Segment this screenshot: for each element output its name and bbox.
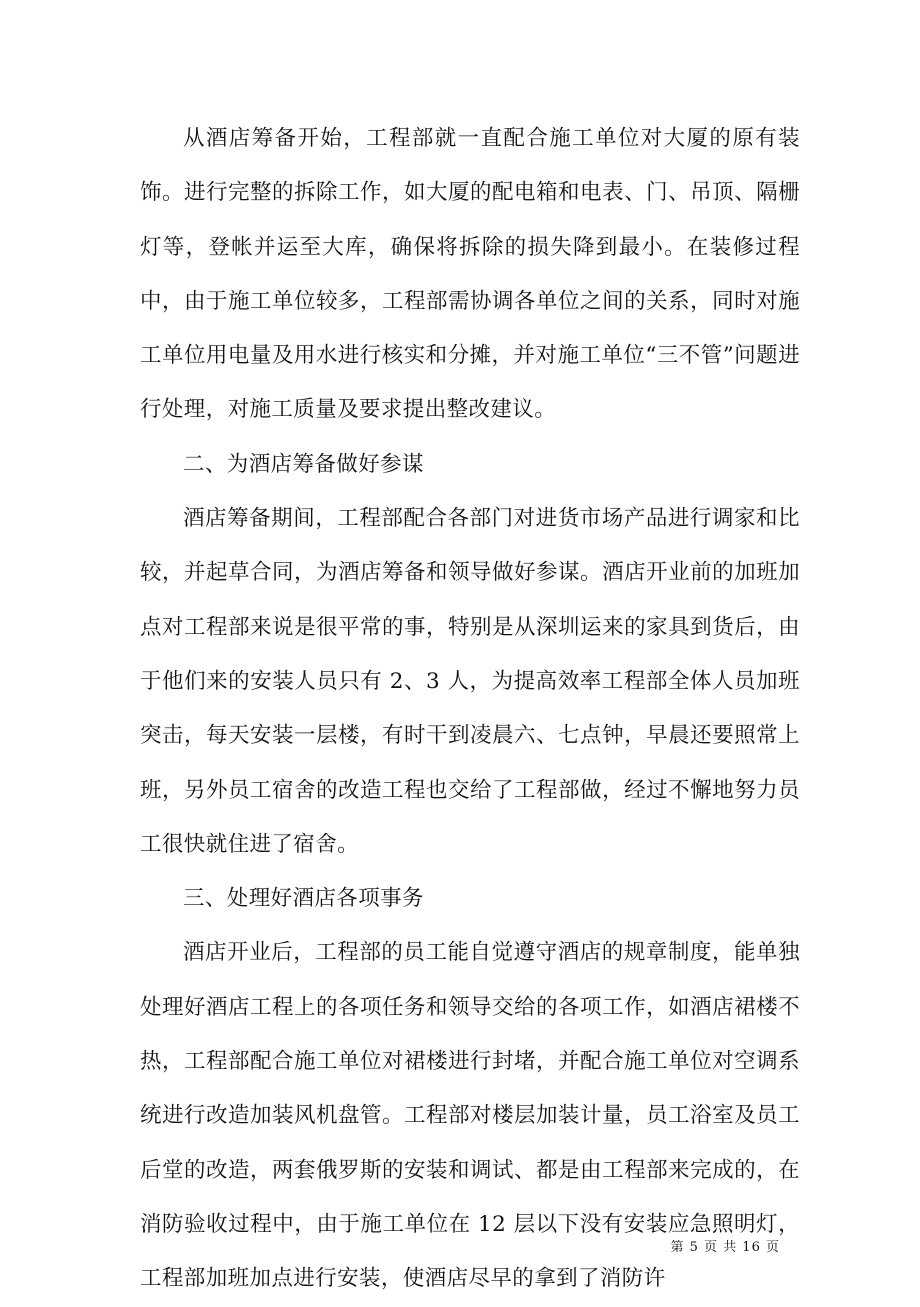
footer-suffix: 页: [765, 1240, 780, 1255]
section-heading-2: 二、为酒店筹备做好参谋: [183, 451, 424, 477]
paragraph-preparation: 酒店筹备期间，工程部配合各部门对进货市场产品进行调家和比较，并起草合同，为酒店筹备和领导做好参谋。酒店开业前的加班加点对工程部来说是很平常的事，特别是从深圳运来的家具到货后，由于他们来的安装人员只有 2、3 人，为提高效率工程部全体人员加班突击，每天安装一层楼，有时干到凌晨六、七点钟，早晨还要照常上班，另外员工宿舍的改造工程也交给了工程部做，经过不懈地努力员工很快就住进了宿舍。: [140, 506, 800, 857]
page-footer: [670, 1236, 780, 1255]
paragraph-operations: 酒店开业后，工程部的员工能自觉遵守酒店的规章制度，能单独处理好酒店工程上的各项任务和领导交给的各项工作，如酒店裙楼不热，工程部配合施工单位对裙楼进行封堵，并配合施工单位对空调系统进行改造加装风机盘管。工程部对楼层加装计量，员工浴室及员工后堂的改造，两套俄罗斯的安装和调试、都是由工程部来完成的，在消防验收过程中，由于施工单位在 12 层以下没有安装应急照明灯，工程部加班加点进行安装，使酒店尽早的拿到了消防许: [140, 940, 800, 1292]
section-heading-3: 三、处理好酒店各项事务: [183, 886, 424, 912]
footer-total-pages: 16: [742, 1240, 761, 1255]
footer-prefix: 第: [670, 1240, 685, 1255]
footer-current-page: 5: [689, 1240, 699, 1255]
paragraph-demolition: 从酒店筹备开始，工程部就一直配合施工单位对大厦的原有装饰。进行完整的拆除工作，如大厦的配电箱和电表、门、吊顶、隔栅灯等，登帐并运至大库，确保将拆除的损失降到最小。在装修过程中，由于施工单位较多，工程部需协调各单位之间的关系，同时对施工单位用电量及用水进行核实和分摊，并对施工单位“三不管”问题进行处理，对施工质量及要求提出整改建议。: [140, 126, 800, 423]
document-body: [140, 112, 800, 1307]
footer-middle: 页 共: [704, 1240, 738, 1255]
